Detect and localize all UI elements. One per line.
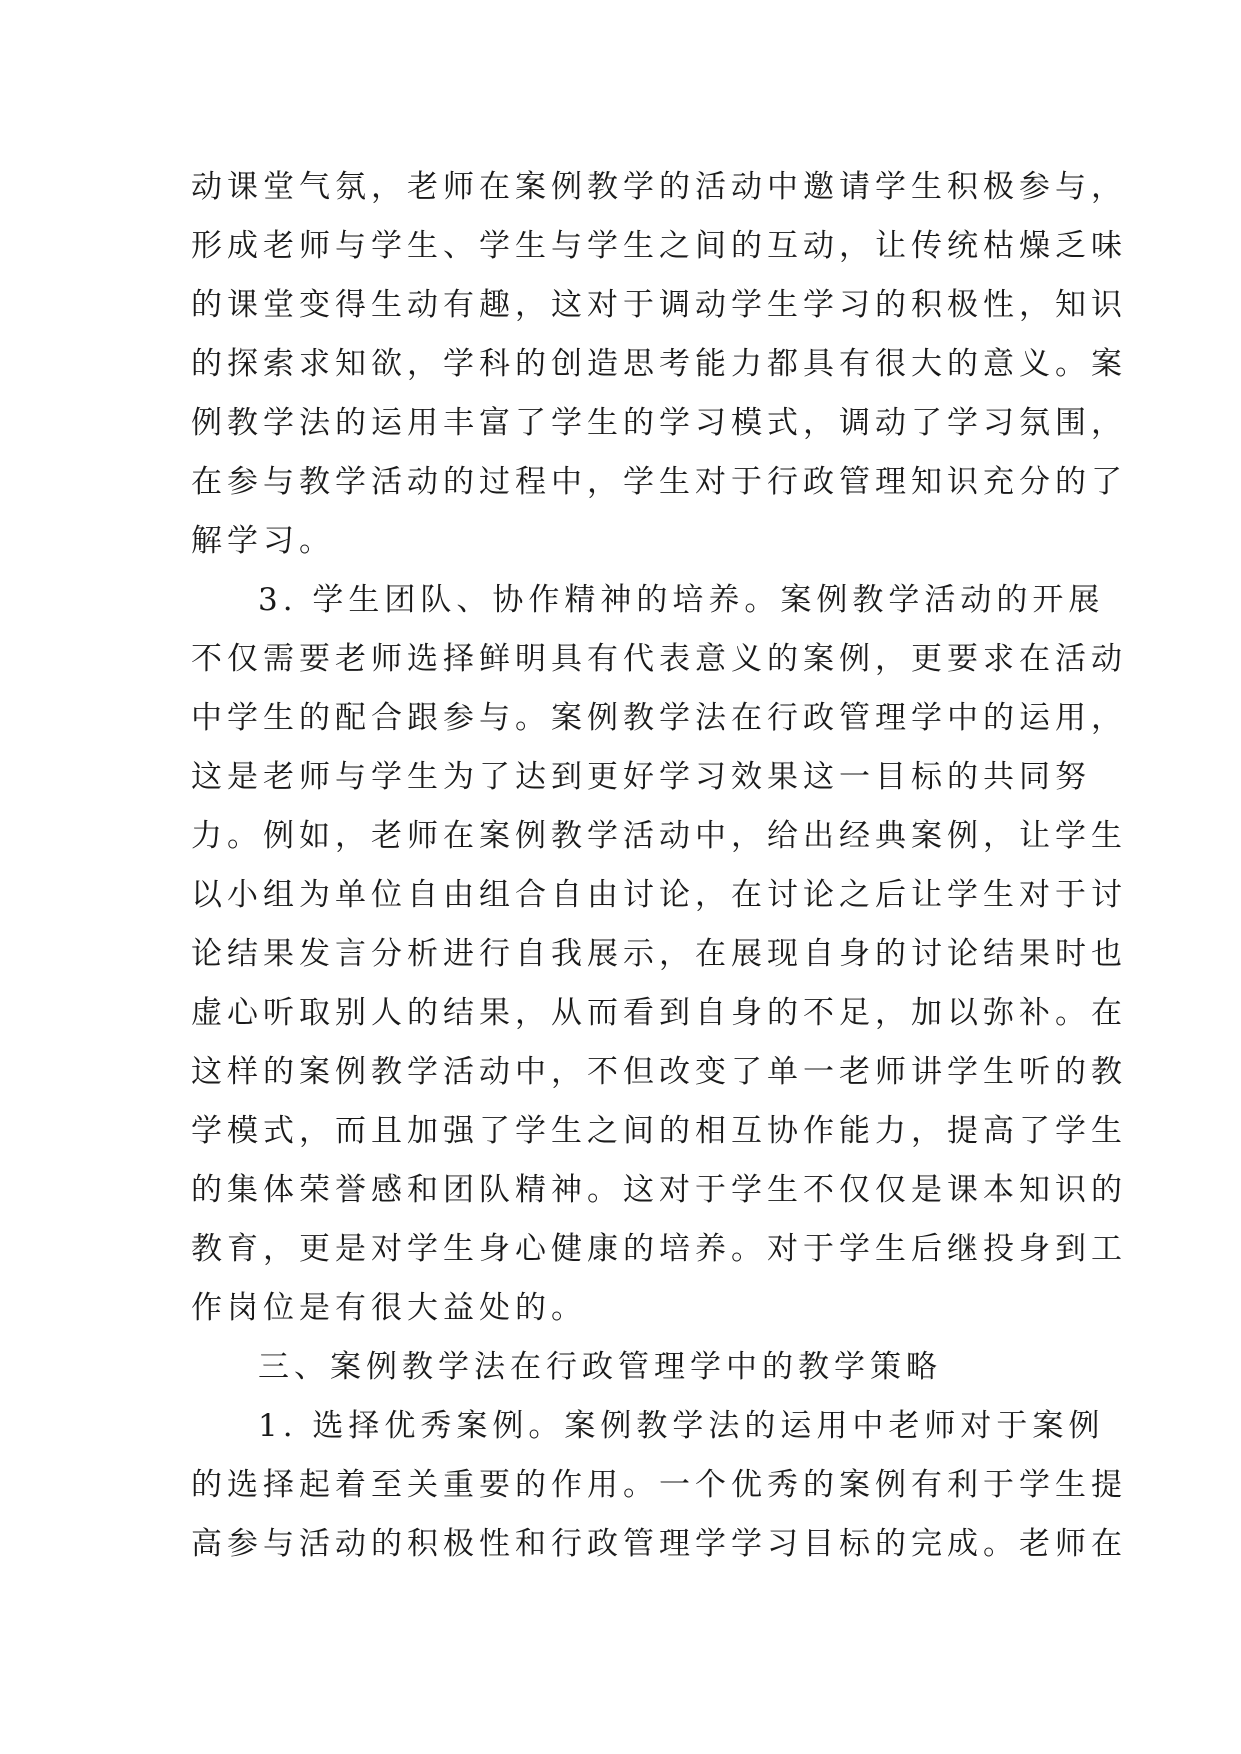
text-line: 教育，更是对学生身心健康的培养。对于学生后继投身到工 — [191, 1231, 1127, 1267]
text-line: 解学习。 — [191, 523, 335, 559]
text-line: 虚心听取别人的结果，从而看到自身的不足，加以弥补。在 — [191, 995, 1127, 1031]
text-line: 动课堂气氛，老师在案例教学的活动中邀请学生积极参与， — [191, 169, 1127, 205]
text-line: 的集体荣誉感和团队精神。这对于学生不仅仅是课本知识的 — [191, 1172, 1127, 1208]
text-line: 的探索求知欲，学科的创造思考能力都具有很大的意义。案 — [191, 346, 1127, 382]
text-line: 这是老师与学生为了达到更好学习效果这一目标的共同努 — [191, 759, 1091, 795]
text-line: 1. 选择优秀案例。案例教学法的运用中老师对于案例 — [258, 1408, 1105, 1444]
text-line: 力。例如，老师在案例教学活动中，给出经典案例，让学生 — [191, 818, 1127, 854]
text-line: 学模式，而且加强了学生之间的相互协作能力，提高了学生 — [191, 1113, 1127, 1149]
text-line: 论结果发言分析进行自我展示，在展现自身的讨论结果时也 — [191, 936, 1127, 972]
text-line: 在参与教学活动的过程中，学生对于行政管理知识充分的了 — [191, 464, 1127, 500]
text-line: 以小组为单位自由组合自由讨论，在讨论之后让学生对于讨 — [191, 877, 1127, 913]
text-line: 不仅需要老师选择鲜明具有代表意义的案例，更要求在活动 — [191, 641, 1127, 677]
text-line: 的选择起着至关重要的作用。一个优秀的案例有利于学生提 — [191, 1467, 1127, 1503]
text-line: 高参与活动的积极性和行政管理学学习目标的完成。老师在 — [191, 1526, 1127, 1562]
text-line: 3. 学生团队、协作精神的培养。案例教学活动的开展 — [258, 582, 1105, 618]
body-text — [191, 158, 1127, 1574]
text-line: 三、案例教学法在行政管理学中的教学策略 — [258, 1349, 942, 1385]
text-line: 作岗位是有很大益处的。 — [191, 1290, 587, 1326]
text-line: 形成老师与学生、学生与学生之间的互动，让传统枯燥乏味 — [191, 228, 1127, 264]
text-line: 这样的案例教学活动中，不但改变了单一老师讲学生听的教 — [191, 1054, 1127, 1090]
text-line: 中学生的配合跟参与。案例教学法在行政管理学中的运用， — [191, 700, 1127, 736]
text-line: 的课堂变得生动有趣，这对于调动学生学习的积极性，知识 — [191, 287, 1127, 323]
text-line: 例教学法的运用丰富了学生的学习模式，调动了学习氛围， — [191, 405, 1127, 441]
